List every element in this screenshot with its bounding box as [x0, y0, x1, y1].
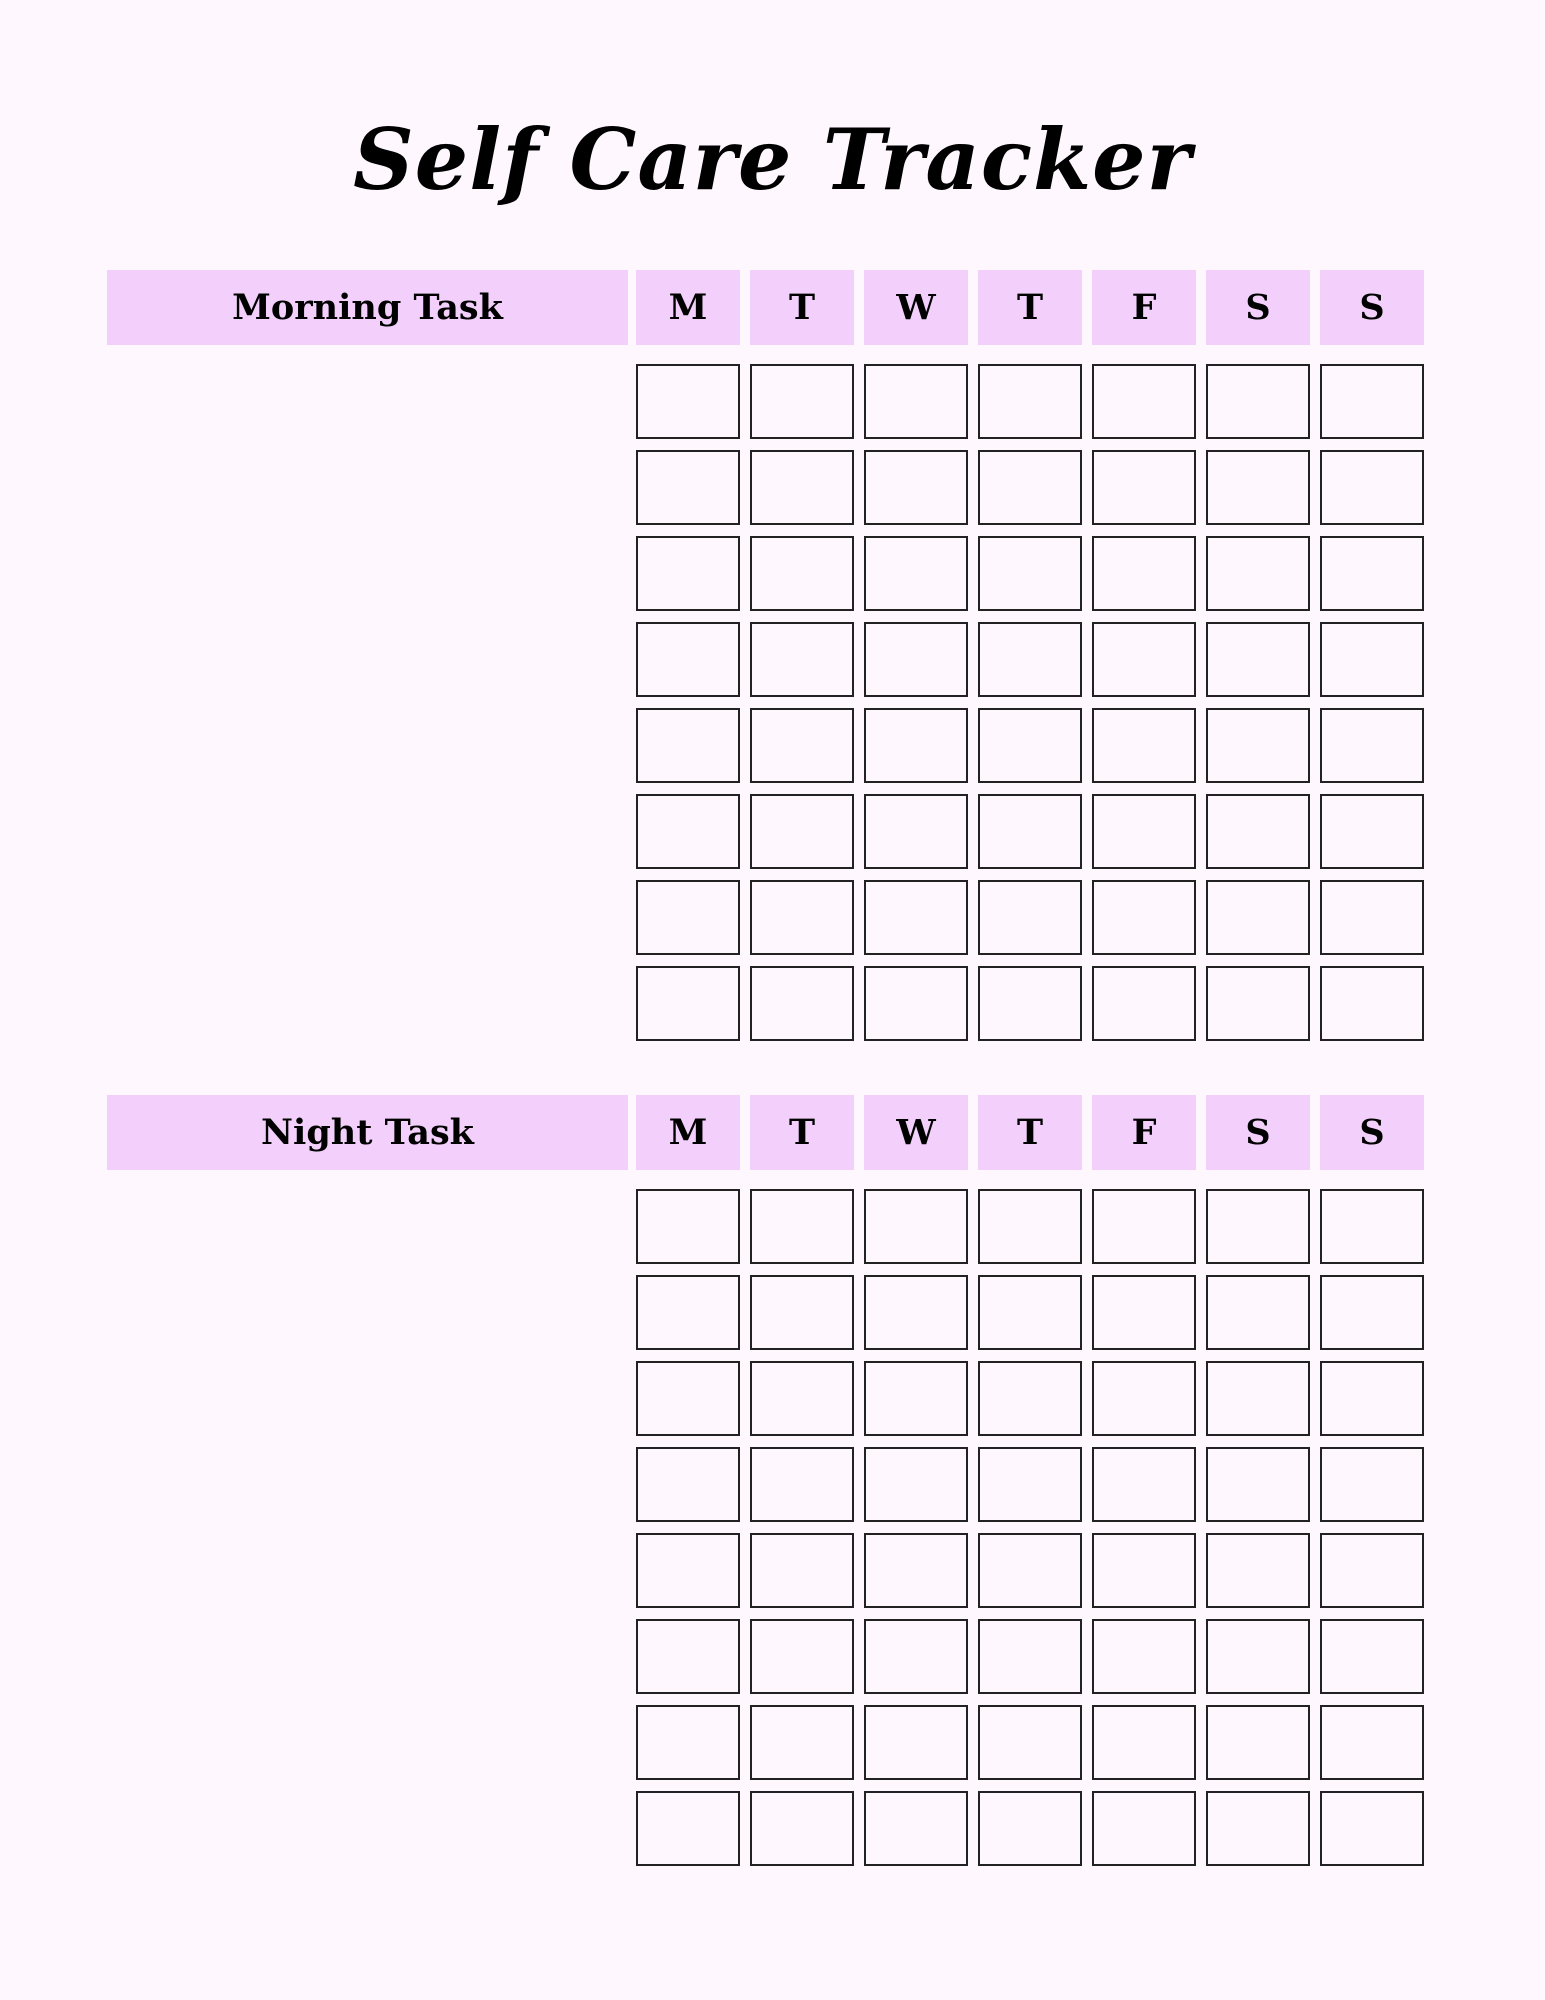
morning-checkbox[interactable]	[636, 708, 740, 783]
night-checkbox[interactable]	[864, 1705, 968, 1780]
morning-checkbox[interactable]	[750, 708, 854, 783]
night-checkbox[interactable]	[1320, 1361, 1424, 1436]
morning-checkbox[interactable]	[636, 364, 740, 439]
morning-checkbox[interactable]	[750, 880, 854, 955]
morning-checkbox[interactable]	[750, 450, 854, 525]
night-checkbox[interactable]	[978, 1705, 1082, 1780]
morning-checkbox[interactable]	[1320, 794, 1424, 869]
night-checkbox[interactable]	[750, 1705, 854, 1780]
morning-checkbox[interactable]	[1320, 450, 1424, 525]
night-checkbox[interactable]	[636, 1619, 740, 1694]
night-day-header-thursday: T	[978, 1095, 1082, 1170]
morning-checkbox[interactable]	[636, 450, 740, 525]
morning-checkbox[interactable]	[978, 708, 1082, 783]
night-day-header-saturday: S	[1206, 1095, 1310, 1170]
morning-checkbox[interactable]	[978, 966, 1082, 1041]
morning-checkbox[interactable]	[1092, 966, 1196, 1041]
night-task-row	[636, 1189, 1427, 1264]
night-day-header-sunday: S	[1320, 1095, 1424, 1170]
morning-checkbox[interactable]	[864, 536, 968, 611]
morning-checkbox[interactable]	[636, 536, 740, 611]
night-task-row	[636, 1619, 1427, 1694]
morning-day-header-thursday: T	[978, 270, 1082, 345]
morning-task-row	[636, 536, 1427, 611]
morning-day-header-friday: F	[1092, 270, 1196, 345]
morning-day-header-sunday: S	[1320, 270, 1424, 345]
morning-task-header: Morning Task	[107, 270, 628, 345]
morning-task-row	[636, 794, 1427, 869]
night-checkbox[interactable]	[978, 1619, 1082, 1694]
morning-checkbox[interactable]	[864, 880, 968, 955]
night-checkbox[interactable]	[636, 1189, 740, 1264]
morning-checkbox[interactable]	[864, 622, 968, 697]
night-checkbox[interactable]	[636, 1705, 740, 1780]
night-checkbox[interactable]	[750, 1275, 854, 1350]
morning-checkbox[interactable]	[1206, 794, 1310, 869]
night-checkbox[interactable]	[1092, 1361, 1196, 1436]
morning-day-header-wednesday: W	[864, 270, 968, 345]
morning-checkbox[interactable]	[1092, 708, 1196, 783]
night-checkbox[interactable]	[978, 1533, 1082, 1608]
night-checkbox[interactable]	[1092, 1791, 1196, 1866]
night-checkbox[interactable]	[1206, 1447, 1310, 1522]
night-checkbox[interactable]	[978, 1447, 1082, 1522]
night-day-header-friday: F	[1092, 1095, 1196, 1170]
night-checkbox[interactable]	[1206, 1791, 1310, 1866]
morning-checkbox[interactable]	[636, 880, 740, 955]
morning-task-row	[636, 880, 1427, 955]
night-day-header-wednesday: W	[864, 1095, 968, 1170]
morning-checkbox[interactable]	[1206, 708, 1310, 783]
night-checkbox[interactable]	[864, 1361, 968, 1436]
morning-checkbox[interactable]	[750, 966, 854, 1041]
night-checkbox[interactable]	[750, 1361, 854, 1436]
night-checkbox[interactable]	[1092, 1189, 1196, 1264]
morning-checkbox[interactable]	[1092, 622, 1196, 697]
morning-task-row	[636, 708, 1427, 783]
night-checkbox[interactable]	[864, 1447, 968, 1522]
night-checkbox[interactable]	[864, 1275, 968, 1350]
night-checkbox[interactable]	[864, 1619, 968, 1694]
night-task-row	[636, 1705, 1427, 1780]
morning-header-row	[107, 270, 1427, 345]
morning-task-row	[636, 364, 1427, 439]
night-checkbox[interactable]	[1206, 1619, 1310, 1694]
night-checkbox[interactable]	[1092, 1447, 1196, 1522]
morning-checkbox[interactable]	[864, 364, 968, 439]
night-checkbox[interactable]	[978, 1275, 1082, 1350]
night-checkbox[interactable]	[1092, 1533, 1196, 1608]
night-task-header: Night Task	[107, 1095, 628, 1170]
morning-checkbox[interactable]	[1206, 450, 1310, 525]
night-checkbox[interactable]	[750, 1533, 854, 1608]
morning-checkbox[interactable]	[1092, 536, 1196, 611]
night-checkbox[interactable]	[1320, 1791, 1424, 1866]
night-checkbox[interactable]	[750, 1189, 854, 1264]
morning-checkbox[interactable]	[636, 622, 740, 697]
morning-checkbox[interactable]	[864, 708, 968, 783]
morning-checkbox[interactable]	[1320, 966, 1424, 1041]
morning-task-row	[636, 450, 1427, 525]
night-day-header-monday: M	[636, 1095, 740, 1170]
night-checkbox[interactable]	[750, 1619, 854, 1694]
morning-checkbox[interactable]	[1320, 880, 1424, 955]
night-task-row	[636, 1361, 1427, 1436]
morning-checkbox[interactable]	[1092, 364, 1196, 439]
morning-checkbox[interactable]	[1206, 536, 1310, 611]
morning-checkbox[interactable]	[1206, 880, 1310, 955]
night-task-row	[636, 1275, 1427, 1350]
night-checkbox[interactable]	[1320, 1189, 1424, 1264]
night-checkbox[interactable]	[1206, 1275, 1310, 1350]
morning-checkbox-grid	[636, 364, 1427, 1041]
morning-checkbox[interactable]	[1320, 622, 1424, 697]
morning-task-row	[636, 622, 1427, 697]
night-checkbox[interactable]	[1092, 1619, 1196, 1694]
morning-checkbox[interactable]	[978, 450, 1082, 525]
morning-checkbox[interactable]	[636, 794, 740, 869]
morning-checkbox[interactable]	[1320, 708, 1424, 783]
night-checkbox[interactable]	[1092, 1275, 1196, 1350]
night-checkbox[interactable]	[750, 1447, 854, 1522]
morning-checkbox[interactable]	[978, 536, 1082, 611]
morning-checkbox[interactable]	[1092, 450, 1196, 525]
night-checkbox[interactable]	[1206, 1189, 1310, 1264]
morning-checkbox[interactable]	[978, 364, 1082, 439]
morning-checkbox[interactable]	[978, 880, 1082, 955]
night-checkbox[interactable]	[864, 1791, 968, 1866]
morning-checkbox[interactable]	[864, 966, 968, 1041]
night-checkbox[interactable]	[636, 1791, 740, 1866]
night-checkbox[interactable]	[1320, 1447, 1424, 1522]
night-header-row	[107, 1095, 1427, 1170]
night-checkbox[interactable]	[750, 1791, 854, 1866]
night-checkbox[interactable]	[1206, 1361, 1310, 1436]
night-task-row	[636, 1791, 1427, 1866]
morning-checkbox[interactable]	[978, 622, 1082, 697]
night-checkbox[interactable]	[1206, 1705, 1310, 1780]
page-title: Self Care Tracker	[353, 110, 1192, 209]
night-task-row	[636, 1447, 1427, 1522]
night-checkbox[interactable]	[636, 1533, 740, 1608]
night-checkbox[interactable]	[636, 1275, 740, 1350]
night-checkbox[interactable]	[636, 1361, 740, 1436]
night-checkbox[interactable]	[978, 1189, 1082, 1264]
night-checkbox[interactable]	[1092, 1705, 1196, 1780]
morning-checkbox[interactable]	[1092, 794, 1196, 869]
morning-checkbox[interactable]	[1206, 622, 1310, 697]
night-checkbox[interactable]	[978, 1791, 1082, 1866]
night-checkbox[interactable]	[978, 1361, 1082, 1436]
morning-checkbox[interactable]	[750, 536, 854, 611]
night-checkbox[interactable]	[864, 1189, 968, 1264]
morning-checkbox[interactable]	[1206, 364, 1310, 439]
morning-checkbox[interactable]	[1092, 880, 1196, 955]
night-day-header-tuesday: T	[750, 1095, 854, 1170]
morning-day-header-monday: M	[636, 270, 740, 345]
night-checkbox[interactable]	[1206, 1533, 1310, 1608]
morning-checkbox[interactable]	[750, 364, 854, 439]
night-checkbox[interactable]	[636, 1447, 740, 1522]
night-task-row	[636, 1533, 1427, 1608]
night-checkbox-grid	[636, 1189, 1427, 1866]
morning-checkbox[interactable]	[864, 794, 968, 869]
night-checkbox[interactable]	[1320, 1275, 1424, 1350]
night-checkbox[interactable]	[864, 1533, 968, 1608]
morning-checkbox[interactable]	[750, 794, 854, 869]
morning-checkbox[interactable]	[1320, 364, 1424, 439]
morning-day-header-tuesday: T	[750, 270, 854, 345]
night-checkbox[interactable]	[1320, 1533, 1424, 1608]
morning-checkbox[interactable]	[1320, 536, 1424, 611]
morning-checkbox[interactable]	[978, 794, 1082, 869]
night-checkbox[interactable]	[1320, 1619, 1424, 1694]
night-checkbox[interactable]	[1320, 1705, 1424, 1780]
morning-day-header-saturday: S	[1206, 270, 1310, 345]
morning-checkbox[interactable]	[1206, 966, 1310, 1041]
morning-checkbox[interactable]	[750, 622, 854, 697]
morning-task-row	[636, 966, 1427, 1041]
morning-checkbox[interactable]	[864, 450, 968, 525]
morning-checkbox[interactable]	[636, 966, 740, 1041]
